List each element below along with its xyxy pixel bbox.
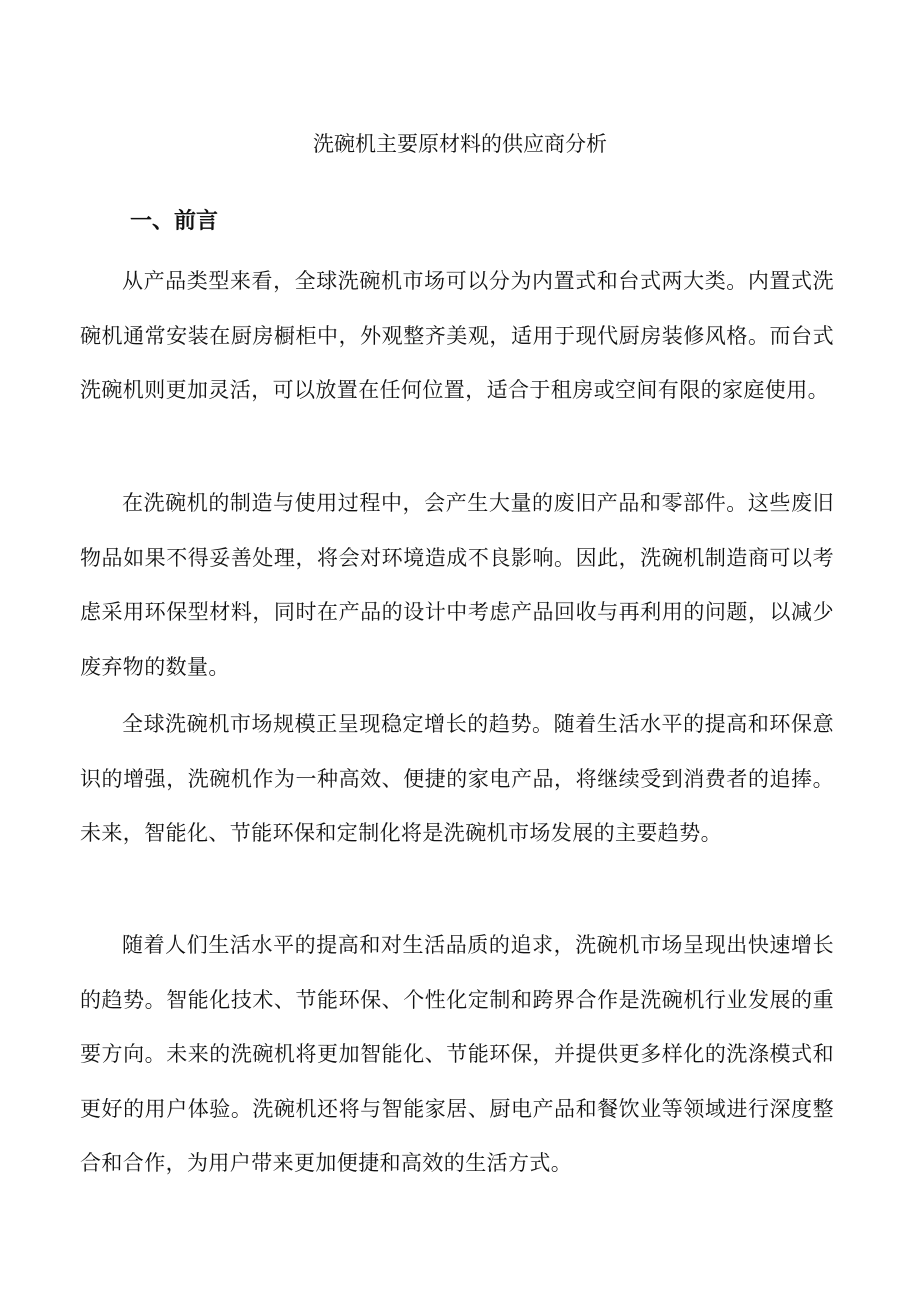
body-paragraph: 从产品类型来看，全球洗碗机市场可以分为内置式和台式两大类。内置式洗碗机通常安装在厨房橱柜中，外观整齐美观，适用于现代厨房装修风格。而台式洗碗机则更加灵活，可以放置在任何位置，适合于租房或空间有限的家庭使用。 [80, 269, 834, 402]
body-paragraph: 在洗碗机的制造与使用过程中，会产生大量的废旧产品和零部件。这些废旧物品如果不得妥善处理，将会对环境造成不良影响。因此，洗碗机制造商可以考虑采用环保型材料，同时在产品的设计中考虑产品回收与再利用的问题，以减少废弃物的数量。 [80, 491, 834, 679]
document-title: 洗碗机主要原材料的供应商分析 [313, 132, 607, 156]
body-paragraph: 全球洗碗机市场规模正呈现稳定增长的趋势。随着生活水平的提高和环保意识的增强，洗碗机作为一种高效、便捷的家电产品，将继续受到消费者的追捧。未来，智能化、节能环保和定制化将是洗碗机市场发展的主要趋势。 [80, 712, 834, 845]
section-heading-preface: 一、前言 [130, 209, 219, 234]
body-paragraph: 随着人们生活水平的提高和对生活品质的追求，洗碗机市场呈现出快速增长的趋势。智能化技术、节能环保、个性化定制和跨界合作是洗碗机行业发展的重要方向。未来的洗碗机将更加智能化、节能环保，并提供更多样化的洗涤模式和更好的用户体验。洗碗机还将与智能家居、厨电产品和餐饮业等领域进行深度整合和合作，为用户带来更加便捷和高效的生活方式。 [80, 933, 834, 1175]
